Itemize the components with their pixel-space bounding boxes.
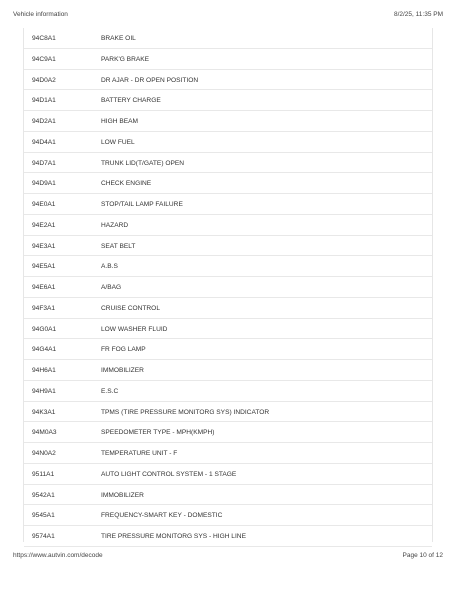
option-description: HAZARD [101,221,129,229]
option-code: 94E3A1 [32,242,56,250]
option-description: IMMOBILIZER [101,491,144,499]
option-code: 94M0A3 [32,429,57,437]
print-datetime: 8/2/25, 11:35 PM [393,11,443,18]
option-code: 94D0A2 [32,76,56,84]
option-code: 94D4A1 [32,138,56,146]
table-row [24,194,432,215]
table-row [24,256,432,277]
option-description: A/BAG [101,284,122,291]
page-header [13,11,443,21]
table-row [24,277,432,298]
table-row [24,173,432,194]
option-code: 94D7A1 [32,159,56,167]
option-description: TIRE PRESSURE MONITORG SYS - HIGH LINE [101,533,246,540]
option-description: CRUISE CONTROL [101,304,160,312]
option-code: 94F3A1 [32,304,56,312]
option-description: AUTO LIGHT CONTROL SYSTEM - 1 STAGE [101,470,237,478]
option-code: 94H6A1 [32,367,56,374]
table-row [24,111,432,132]
option-description: LOW FUEL [101,138,135,146]
table-row [24,153,432,174]
option-description: FR FOG LAMP [101,346,146,354]
page-number: Page 10 of 12 [402,552,443,559]
table-row [24,485,432,506]
option-description: SEAT BELT [101,242,136,250]
option-description: A.B.S [101,263,118,271]
option-code: 94E5A1 [32,263,56,271]
table-row [24,526,432,547]
option-description: HIGH BEAM [101,118,139,125]
option-code: 94N0A2 [32,450,56,457]
option-code: 94H9A1 [32,387,56,395]
option-description: TPMS (TIRE PRESSURE MONITORG SYS) INDICATOR [101,408,270,416]
option-description: DR AJAR - DR OPEN POSITION [101,76,199,84]
table-row [24,70,432,91]
option-code: 9545A1 [32,512,55,520]
option-codes-table [23,28,433,542]
option-code: 94D2A1 [32,118,56,125]
page-title: Vehicle information [13,11,68,18]
table-row [24,298,432,319]
table-row [24,236,432,257]
source-url: https://www.autvin.com/decode [13,552,103,559]
option-code: 94K3A1 [32,408,56,416]
table-row [24,443,432,464]
option-description: LOW WASHER FLUID [101,325,168,333]
option-code: 94G4A1 [32,346,57,354]
option-description: SPEEDOMETER TYPE - MPH(KMPH) [101,429,215,437]
option-description: IMMOBILIZER [101,367,144,374]
table-row [24,402,432,423]
table-row [24,49,432,70]
table-row [24,28,432,49]
option-description: CHECK ENGINE [101,180,152,188]
page-footer [13,552,443,562]
table-row [24,339,432,360]
option-description: PARK'G BRAKE [101,55,150,63]
option-code: 94C9A1 [32,55,56,63]
option-description: FREQUENCY-SMART KEY - DOMESTIC [101,512,223,520]
table-row [24,215,432,236]
option-description: BRAKE OIL [101,35,136,42]
option-code: 94E2A1 [32,221,56,229]
table-row [24,381,432,402]
option-code: 9574A1 [32,533,55,540]
table-row [24,464,432,485]
table-row [24,505,432,526]
option-description: BATTERY CHARGE [101,97,161,105]
option-description: TEMPERATURE UNIT - F [101,450,178,457]
option-code: 9511A1 [32,470,55,478]
option-code: 94G0A1 [32,325,57,333]
table-row [24,360,432,381]
table-row [24,132,432,153]
table-row [24,319,432,340]
option-code: 94E0A1 [32,201,56,208]
option-code: 94E6A1 [32,284,56,291]
option-code: 94C8A1 [32,35,56,42]
option-description: E.S.C [101,387,119,395]
option-description: STOP/TAIL LAMP FAILURE [101,201,183,208]
option-code: 94D9A1 [32,180,56,188]
option-code: 9542A1 [32,491,55,499]
option-code: 94D1A1 [32,97,56,105]
table-row [24,90,432,111]
table-row [24,422,432,443]
option-description: TRUNK LID(T/GATE) OPEN [101,159,185,167]
